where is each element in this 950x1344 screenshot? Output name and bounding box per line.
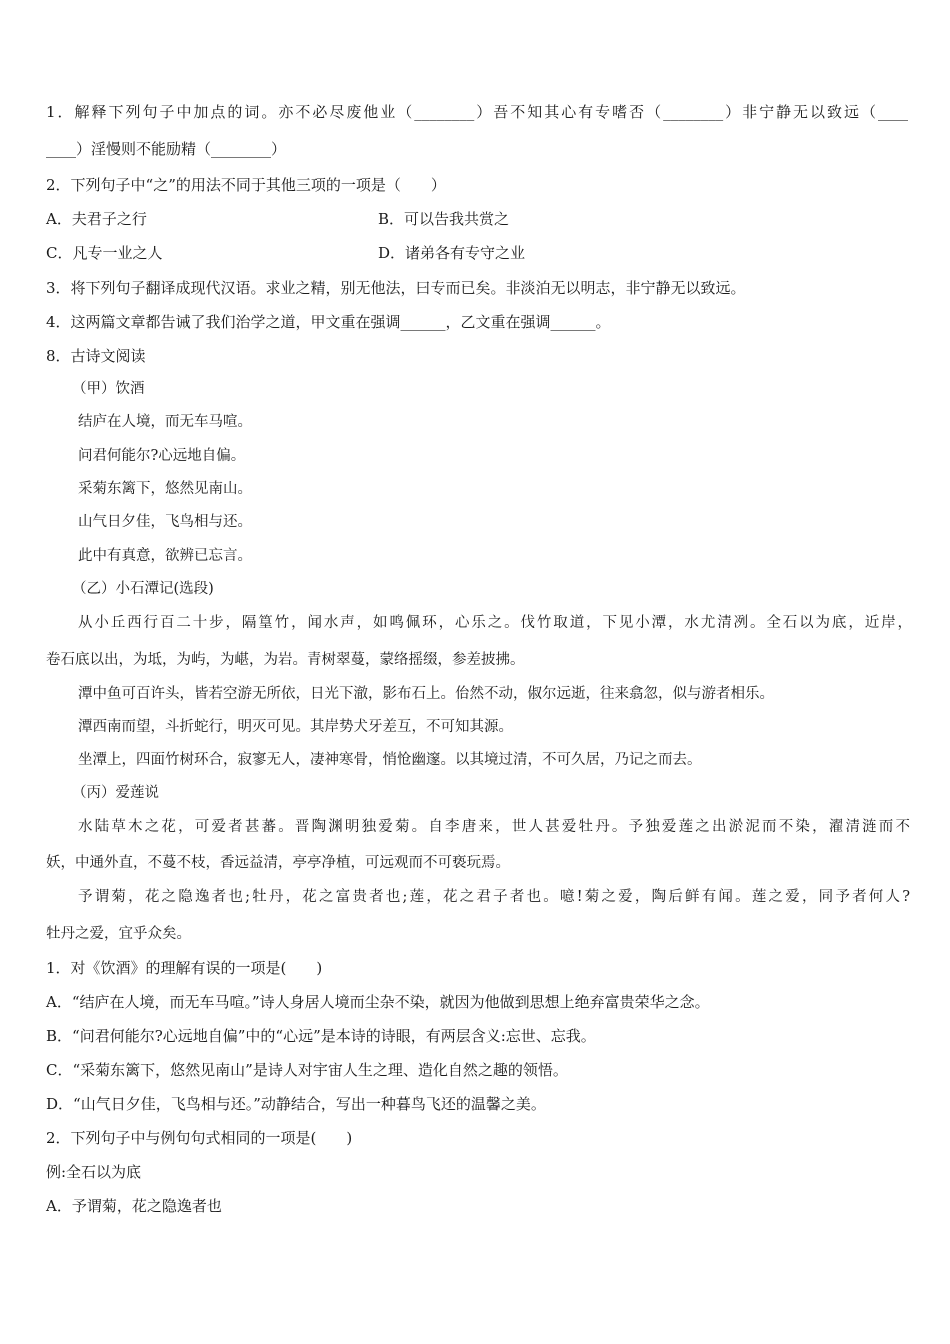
poem-a-line: 此中有真意，欲辨已忘言。 — [78, 548, 252, 564]
text-c-paragraph-1-line-2: 妖，中通外直，不蔓不枝，香远益清，亭亭净植，可远观而不可亵玩焉。 — [46, 855, 510, 871]
text-c-title: （丙）爱莲说 — [72, 785, 159, 801]
question-2-option-b: B．可以告我共赏之 — [378, 210, 510, 228]
question-3: 3．将下列句子翻译成现代汉语。求业之精，别无他法，曰专而已矣。非淡泊无以明志，非宁静无以致远。 — [46, 279, 746, 297]
text-b-paragraph-4: 坐潭上，四面竹树环合，寂寥无人，凄神寒骨，悄怆幽邃。以其境过清，不可久居，乃记之而去。 — [78, 752, 702, 768]
text-b-paragraph-3: 潭西南而望，斗折蛇行，明灭可见。其岸势犬牙差互，不可知其源。 — [78, 719, 513, 735]
text-c-paragraph-2-line-2: 牡丹之爱，宜乎众矣。 — [46, 926, 191, 942]
poem-a-title: （甲）饮酒 — [72, 381, 145, 397]
poem-a-line: 山气日夕佳，飞鸟相与还。 — [78, 514, 252, 530]
poem-a-line: 结庐在人境，而无车马喧。 — [78, 414, 252, 430]
text-b-paragraph-2: 潭中鱼可百许头，皆若空游无所依，日光下澈，影布石上。佁然不动，俶尔远逝，往来翕忽，似与游者相乐。 — [78, 686, 774, 702]
question-2-stem: 2．下列句子中“之”的用法不同于其他三项的一项是（ ） — [46, 176, 446, 194]
question-1-line-1: 1．解释下列句子中加点的词。亦不必尽废他业（________）吾不知其心有专嗜否（________）非宁静无以致远（____ — [46, 103, 908, 121]
text-c-paragraph-1-line-1: 水陆草木之花，可爱者甚蕃。晋陶渊明独爱菊。自李唐来，世人甚爱牡丹。予独爱莲之出淤泥而不染，濯清涟而不 — [78, 819, 910, 835]
text-b-title: （乙）小石潭记(选段) — [72, 581, 214, 597]
poem-a-line: 问君何能尔?心远地自偏。 — [78, 448, 246, 464]
poem-a-line: 采菊东篱下，悠然见南山。 — [78, 481, 252, 497]
text-b-paragraph-1-line-2: 卷石底以出，为坻，为屿，为嵁，为岩。青树翠蔓，蒙络摇缀，参差披拂。 — [46, 652, 525, 668]
section-8-title: 8．古诗文阅读 — [46, 347, 146, 365]
text-c-paragraph-2-line-1: 予谓菊，花之隐逸者也;牡丹，花之富贵者也;莲，花之君子者也。噫!菊之爱，陶后鲜有闻。莲之爱，同予者何人? — [78, 889, 910, 905]
sub-question-1-option-b: B．“问君何能尔?心远地自偏”中的“心远”是本诗的诗眼，有两层含义:忘世、忘我。 — [46, 1027, 596, 1045]
question-2-option-d: D．诸弟各有专守之业 — [378, 244, 526, 262]
sub-question-1-stem: 1．对《饮酒》的理解有误的一项是( ) — [46, 959, 323, 977]
question-4: 4．这两篇文章都告诫了我们治学之道，甲文重在强调______，乙文重在强调______。 — [46, 313, 611, 331]
question-1-line-2: ____）淫慢则不能励精（________） — [46, 140, 287, 158]
sub-question-2-example: 例:全石以为底 — [46, 1163, 142, 1181]
sub-question-2-stem: 2．下列句子中与例句句式相同的一项是( ) — [46, 1129, 353, 1147]
sub-question-1-option-c: C．“采菊东篱下，悠然见南山”是诗人对宇宙人生之理、造化自然之趣的领悟。 — [46, 1061, 568, 1079]
question-2-option-c: C．凡专一业之人 — [46, 244, 163, 262]
question-2-option-a: A．夫君子之行 — [46, 210, 147, 228]
sub-question-1-option-a: A．“结庐在人境，而无车马喧。”诗人身居人境而尘杂不染，就因为他做到思想上绝弃富贵荣华之念。 — [46, 993, 710, 1011]
sub-question-2-option-a: A．予谓菊，花之隐逸者也 — [46, 1197, 222, 1215]
text-b-paragraph-1-line-1: 从小丘西行百二十步，隔篁竹，闻水声，如鸣佩环，心乐之。伐竹取道，下见小潭，水尤清冽。全石以为底，近岸， — [78, 615, 912, 631]
sub-question-1-option-d: D．“山气日夕佳，飞鸟相与还。”动静结合，写出一种暮鸟飞还的温馨之美。 — [46, 1095, 546, 1113]
